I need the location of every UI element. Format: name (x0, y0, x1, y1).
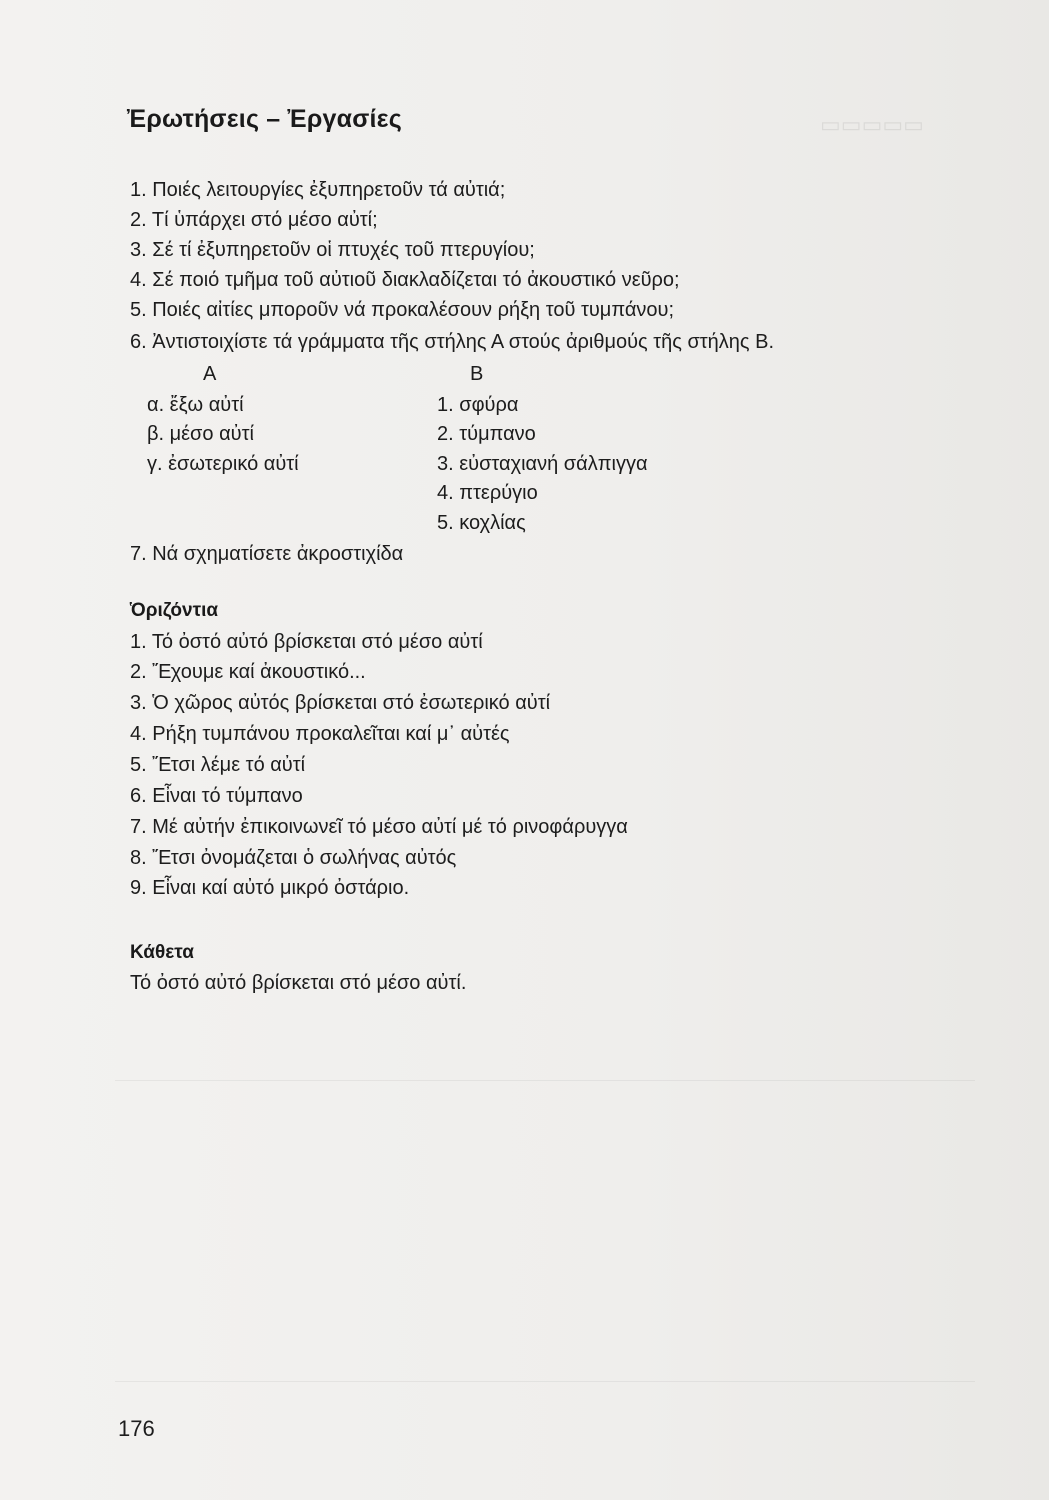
column-a-item: β. μέσο αὐτί (147, 423, 254, 445)
column-a-header: Α (203, 363, 217, 385)
horizontal-clue: 7. Μέ αὐτήν ἐπικοινωνεῖ τό μέσο αὐτί μέ τό ρινοφάρυγγα (130, 816, 628, 838)
page-title: Ἐρωτήσεις – Ἐργασίες (127, 105, 402, 133)
horizontal-clue: 3. Ὁ χῶρος αὐτός βρίσκεται στό ἐσωτερικό αὐτί (130, 692, 551, 714)
vertical-heading: Κάθετα (130, 942, 194, 963)
column-a-item: α. ἔξω αὐτί (147, 394, 244, 416)
column-b-item: 2. τύμπανο (437, 423, 536, 445)
horizontal-clue: 1. Τό ὀστό αὐτό βρίσκεται στό μέσο αὐτί (130, 631, 483, 653)
bleed-through-decoration: ▭▭▭▭▭ (820, 112, 924, 137)
horizontal-clue: 2. Ἔχουμε καί ἀκουστικό... (130, 661, 366, 683)
vertical-clue: Τό ὀστό αὐτό βρίσκεται στό μέσο αὐτί. (130, 972, 467, 994)
horizontal-clue: 8. Ἔτσι ὀνομάζεται ὁ σωλήνας αὐτός (130, 847, 457, 869)
question-1: 1. Ποιές λειτουργίες ἐξυπηρετοῦν τά αὐτιά; (130, 179, 506, 201)
question-2: 2. Τί ὑπάρχει στό μέσο αὐτί; (130, 209, 378, 231)
page-number: 176 (118, 1416, 155, 1441)
horizontal-clue: 4. Ρήξη τυμπάνου προκαλεῖται καί μ᾿ αὐτές (130, 723, 510, 745)
horizontal-clue: 6. Εἶναι τό τύμπανο (130, 785, 303, 807)
question-5: 5. Ποιές αἰτίες μποροῦν νά προκαλέσουν ρήξη τοῦ τυμπάνου; (130, 299, 675, 321)
column-a-item: γ. ἐσωτερικό αὐτί (147, 453, 299, 475)
horizontal-clue: 5. Ἔτσι λέμε τό αὐτί (130, 754, 306, 776)
question-3: 3. Σέ τί ἐξυπηρετοῦν οἱ πτυχές τοῦ πτερυγίου; (130, 239, 535, 261)
question-4: 4. Σέ ποιό τμῆμα τοῦ αὐτιοῦ διακλαδίζεται τό ἀκουστικό νεῦρο; (130, 269, 680, 291)
column-b-item: 4. πτερύγιο (437, 482, 538, 504)
column-b-item: 5. κοχλίας (437, 512, 526, 534)
horizontal-heading: Ὁριζόντια (130, 600, 219, 621)
horizontal-clue: 9. Εἶναι καί αὐτό μικρό ὀστάριο. (130, 877, 410, 899)
column-b-header: Β (470, 363, 484, 385)
column-b-item: 1. σφύρα (437, 394, 519, 416)
question-6: 6. Ἀντιστοιχίστε τά γράμματα τῆς στήλης Α στούς ἀριθμούς τῆς στήλης Β. (130, 331, 775, 353)
column-b-item: 3. εὐσταχιανή σάλπιγγα (437, 453, 648, 475)
question-7: 7. Νά σχηματίσετε ἀκροστιχίδα (130, 543, 404, 565)
bleed-through-table-decoration (115, 1080, 975, 1382)
